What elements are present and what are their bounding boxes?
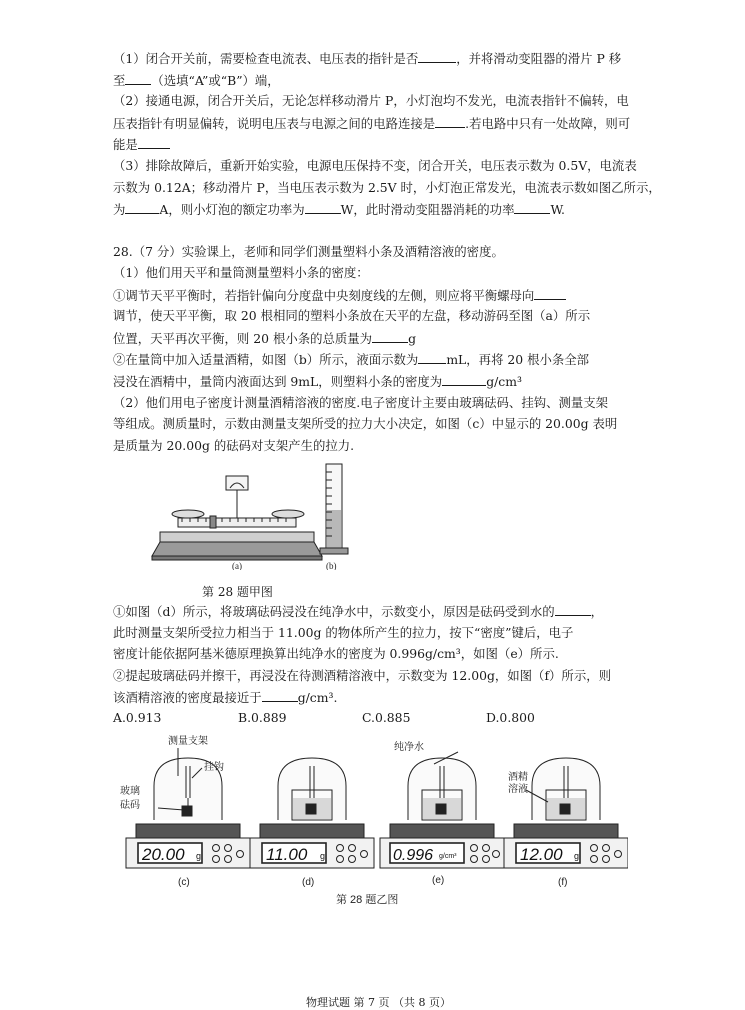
q27-line-5: 能是 [113, 136, 170, 153]
display-f-unit: g [574, 851, 580, 861]
label-stand: 测量支架 [168, 736, 208, 747]
q28-line-d1: ①如图（d）所示，将玻璃砝码浸没在纯净水中，示数变小，原因是砝码受到水的 ， [113, 604, 603, 619]
q27-line-3: （2）接通电源，闭合开关后，无论怎样移动滑片 P，小灯泡均不发光，电流表指针不偏转，电 [113, 93, 629, 108]
page-footer: 物理试题 第 7 页 （共 8 页） [306, 996, 451, 1009]
display-d-value: 11.00 [266, 845, 308, 864]
q28-part1: （1）他们用天平和量筒测量塑料小条的密度： [113, 265, 369, 280]
fig-a-label: (a) [232, 561, 242, 570]
q28-line-d3: 密度计能依据阿基米德原理换算出纯净水的密度为 0.996g/cm³，如图（e）所示. [113, 646, 559, 661]
q28-line-a2: 调节，使天平平衡，取 20 根相同的塑料小条放在天平的左盘，移动游码至图（a）所示 [113, 308, 591, 323]
q28-line-c2: 等组成。测质量时，示数由测量支架所受的拉力大小决定，如图（c）中显示的 20.00g 表明 [113, 416, 618, 431]
fig-b-label: (b) [326, 561, 337, 570]
q27-line-2: 至 （选填“A”或“B”）端， [113, 73, 280, 88]
option-d: D.0.800 [486, 710, 535, 725]
q27-line-1: （1）闭合开关前，需要检查电流表、电压表的指针是否 ，并将滑动变阻器的滑片 P 移 [113, 51, 622, 66]
q28-line-a3: 位置，天平再次平衡，则 20 根小条的总质量为 g [113, 331, 417, 346]
balance-illustration [152, 476, 322, 560]
figure-caption-yi: 第 28 题乙图 [336, 894, 399, 906]
option-c: C.0.885 [362, 710, 411, 725]
display-c-value: 20.00 [142, 845, 185, 864]
caption-c: (c) [178, 877, 190, 888]
q28-line-e1: ②提起玻璃砝码并擦干，再浸没在待测酒精溶液中，示数变为 12.00g，如图（f）所示，则 [113, 668, 611, 683]
q28-title: 28.（7 分）实验课上，老师和同学们测量塑料小条及酒精溶液的密度。 [113, 244, 504, 259]
display-d-unit: g [320, 851, 326, 861]
display-e-unit: g/cm³ [439, 853, 457, 860]
figure-balance-cylinder [150, 458, 350, 570]
q28-line-b2: 浸没在酒精中，量筒内液面达到 9mL，则塑料小条的密度为 g/cm³ [113, 374, 522, 389]
q27-line-8: 为 A，则小灯泡的额定功率为 W，此时滑动变阻器消耗的功率 W. [113, 202, 565, 217]
label-alcohol-2: 溶液 [508, 784, 528, 795]
figure-caption-jia: 第 28 题甲图 [202, 585, 273, 599]
option-b: B.0.889 [238, 710, 287, 725]
caption-d: (d) [302, 877, 315, 888]
q27-line-6: （3）排除故障后，重新开始实验，电源电压保持不变，闭合开关，电压表示数为 0.5V，电流表 [113, 158, 637, 173]
graduated-cylinder [320, 464, 348, 554]
caption-e: (e) [432, 875, 445, 886]
label-glass-1: 玻璃 [120, 786, 140, 797]
label-hook: 挂钩 [204, 762, 224, 773]
caption-f: (f) [558, 877, 568, 888]
q28-line-a1: ①调节天平平衡时，若指针偏向分度盘中央刻度线的左侧，则应将平衡螺母向 [113, 287, 566, 304]
display-c-unit: g [196, 851, 202, 861]
label-alcohol-1: 酒精 [508, 772, 528, 783]
option-a: A.0.913 [113, 710, 162, 725]
q28-line-e2: 该酒精溶液的密度最接近于 g/cm³. [113, 690, 338, 705]
q28-line-b1: ②在量筒中加入适量酒精，如图（b）所示，液面示数为 mL，再将 20 根小条全部 [113, 352, 590, 367]
figure-density-meters [118, 728, 628, 910]
label-pure-water: 纯净水 [394, 742, 424, 753]
display-e-value: 0.996 [393, 847, 434, 864]
q27-line-4: 压表指针有明显偏转，说明电压表与电源之间的电路连接是 .若电路中只有一处故障，则可 [113, 116, 631, 131]
q28-line-c3: 是质量为 20.00g 的砝码对支架产生的拉力. [113, 438, 355, 453]
label-glass-2: 砝码 [120, 800, 140, 811]
q28-line-d2: 此时测量支架所受拉力相当于 11.00g 的物体所产生的拉力，按下“密度”键后，电子 [113, 625, 574, 640]
q27-line-7: 示数为 0.12A；移动滑片 P，当电压表示数为 2.5V 时，小灯泡正常发光，电流表示数如图乙所示， [113, 180, 661, 195]
display-f-value: 12.00 [520, 845, 563, 864]
q28-line-c1: （2）他们用电子密度计测量酒精溶液的密度.电子密度计主要由玻璃砝码、挂钩、测量支架 [113, 395, 609, 410]
